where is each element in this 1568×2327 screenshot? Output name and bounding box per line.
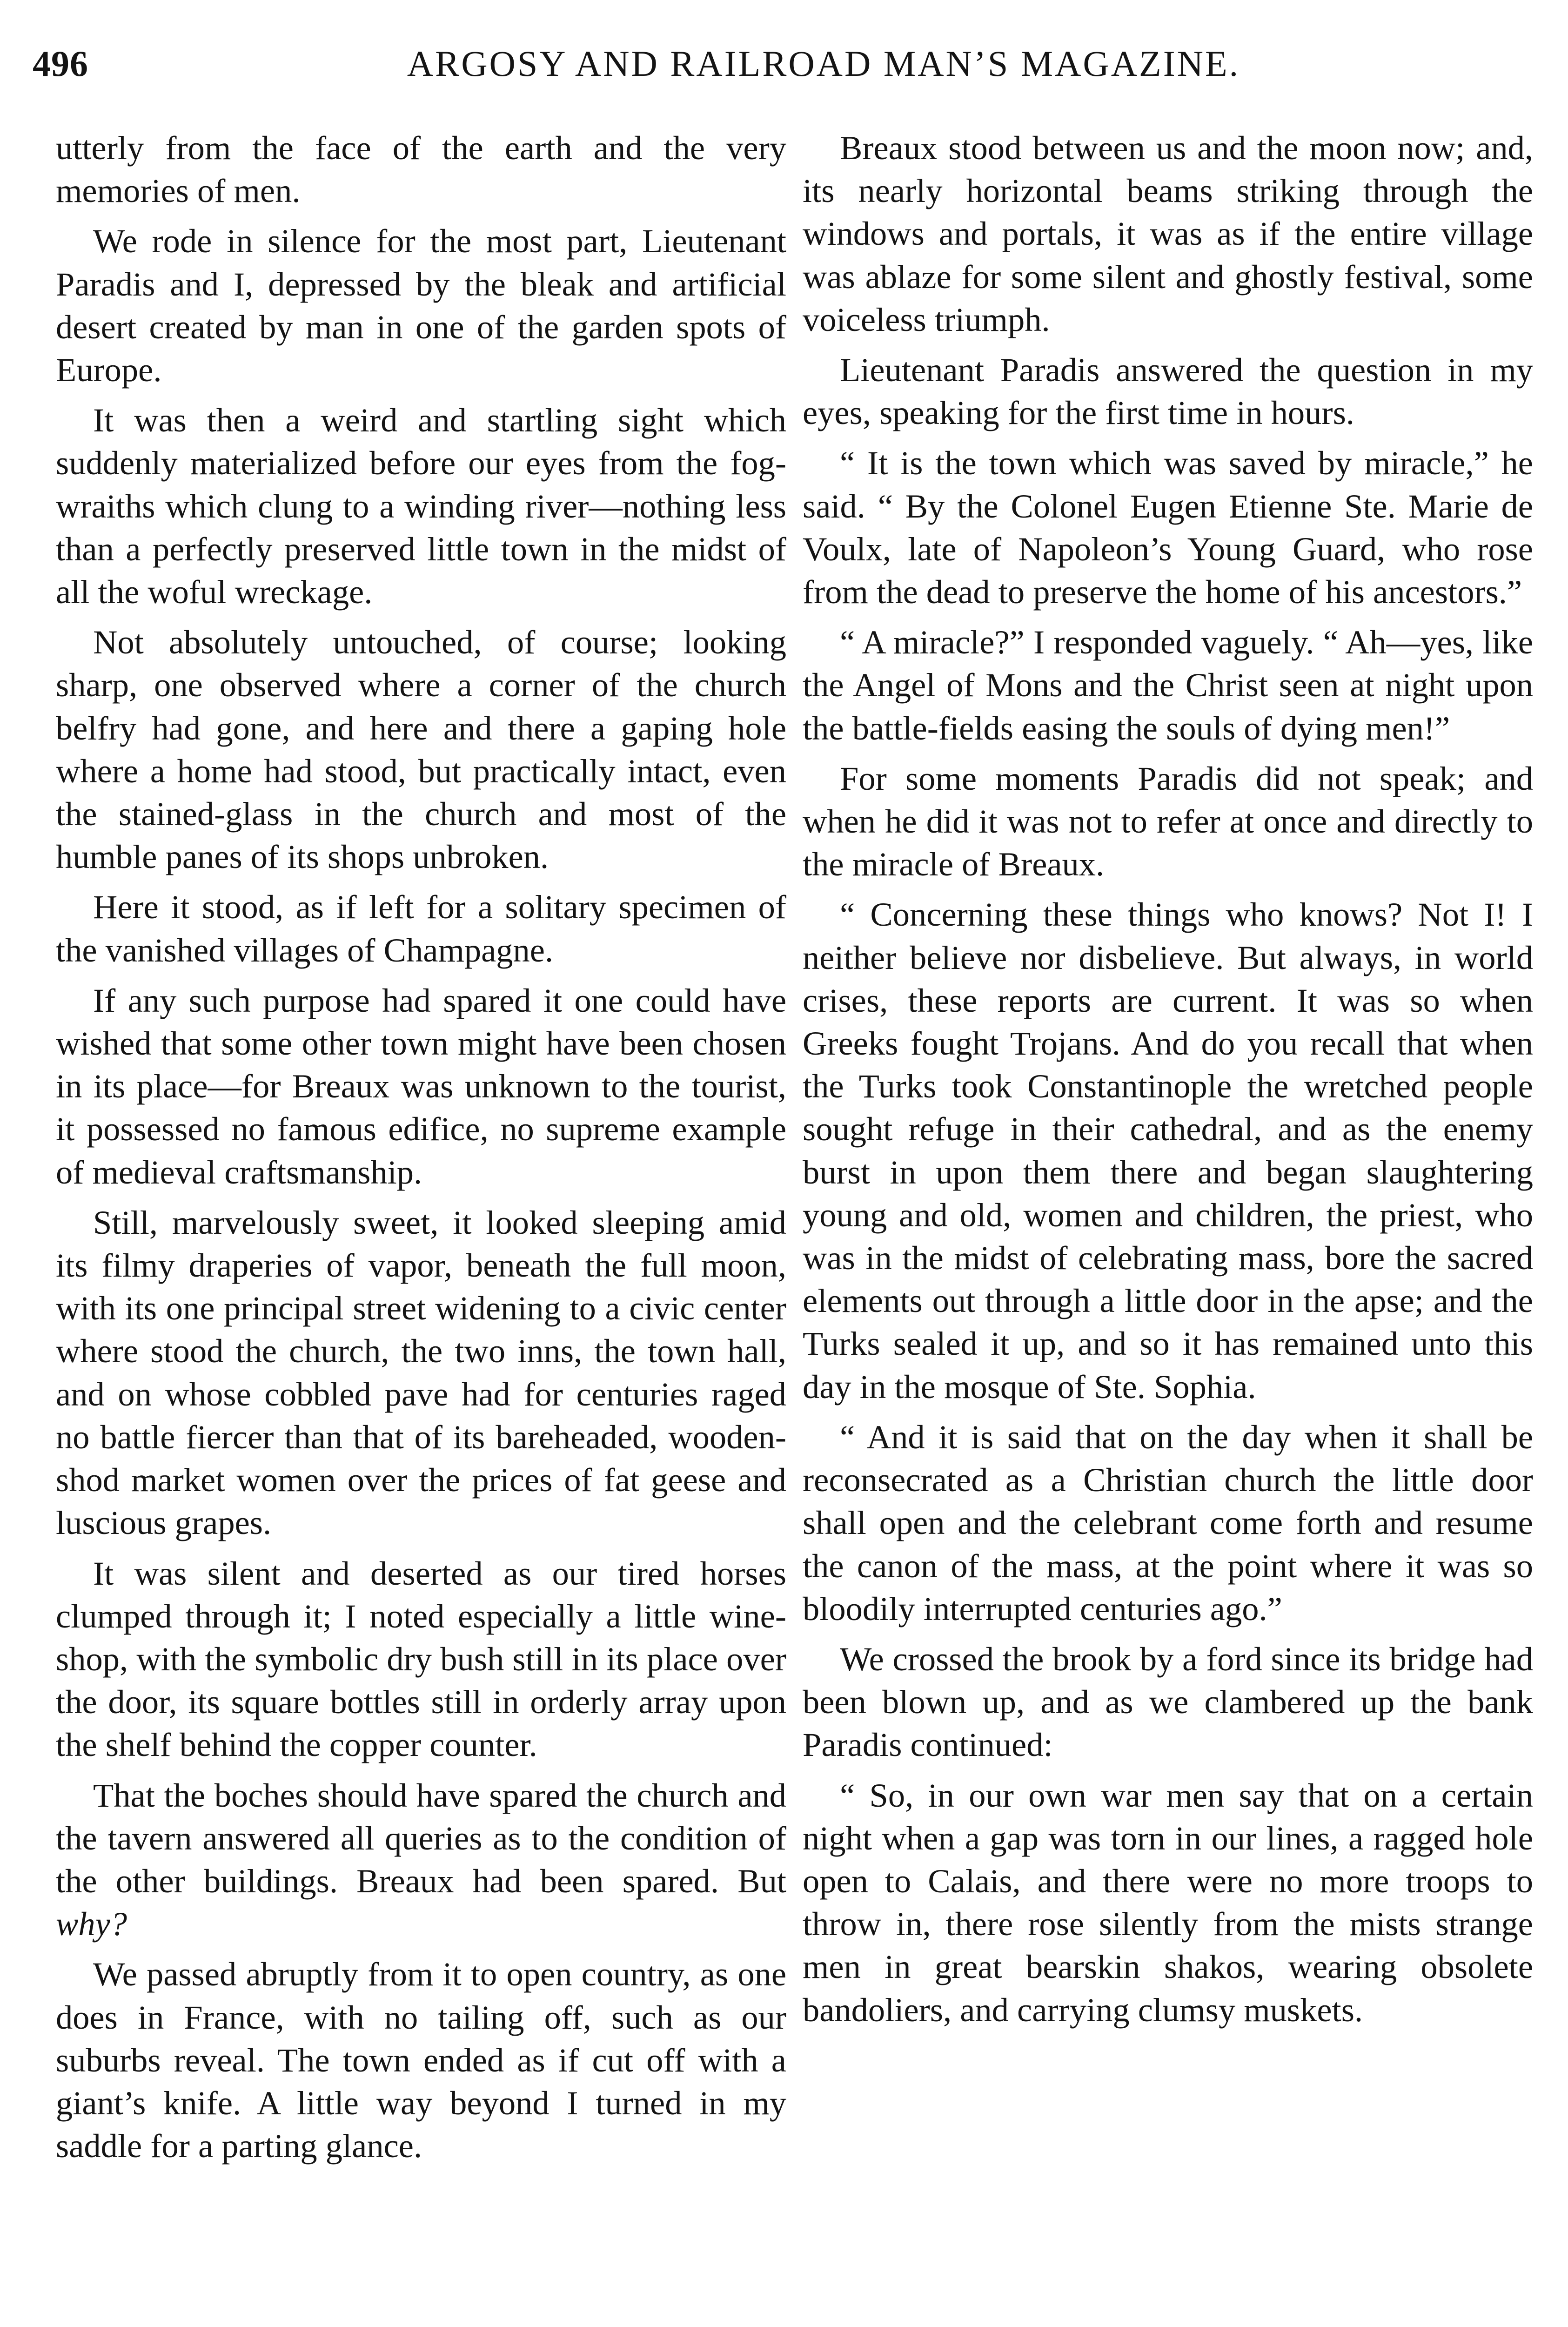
left-column: [56, 127, 786, 2167]
paragraph: Lieutenant Paradis answered the question in my eyes, speaking for the first time in hours.: [803, 351, 1533, 432]
paragraph: We rode in silence for the most part, Lieutenant Paradis and I, depressed by the bleak and artificial desert created by man in one of the garden spots of Europe.: [56, 222, 786, 389]
paragraph: “ So, in our own war men say that on a certain night when a gap was torn in our lines, a ragged hole open to Calais, and there were no more troops to throw in, there rose silently from the mists strange men in great bearskin shakos, wearing obsolete bandoliers, and carrying clumsy muskets.: [803, 1776, 1533, 2029]
paragraph: For some moments Paradis did not speak; and when he did it was not to refer at once and directly to the miracle of Breaux.: [803, 759, 1533, 883]
paragraph: It was then a weird and startling sight which suddenly materialized before our eyes from the fog-wraiths which clung to a winding river—nothing less than a perfectly preserved little town in the midst of all the woful wreckage.: [56, 401, 786, 611]
paragraph: If any such purpose had spared it one could have wished that some other town might have been chosen in its place—for Breaux was unknown to the tourist, it possessed no famous edifice, no supreme example of medieval craftsmanship.: [56, 981, 786, 1191]
paragraph: [56, 1774, 786, 1946]
right-column: [803, 127, 1533, 2031]
paragraph: “ It is the town which was saved by miracle,” he said. “ By the Colonel Eugen Etienne Ste. Marie de Voulx, late of Napoleon’s Young Guard, who rose from the dead to preserve the home of his ancestors.”: [803, 444, 1533, 611]
paragraph: “ And it is said that on the day when it shall be reconsecrated as a Christian church the little door shall open and the celebrant come forth and resume the canon of the mass, at the point where it was so bloodily interrupted centuries ago.”: [803, 1418, 1533, 1628]
paragraph: We crossed the brook by a ford since its bridge had been blown up, and as we clambered up the bank Paradis continued:: [803, 1640, 1533, 1764]
paragraph: “ A miracle?” I responded vaguely. “ Ah—yes, like the Angel of Mons and the Christ seen at night upon the battle-fields easing the souls of dying men!”: [803, 623, 1533, 747]
page-header: [33, 43, 1535, 99]
running-title: ARGOSY AND RAILROAD MAN’S MAGAZINE.: [407, 43, 1240, 84]
paragraph: Not absolutely untouched, of course; looking sharp, one observed where a corner of the church belfry had gone, and here and there a gaping hole where a home had stood, but practically intact, even the stained-glass in the church and most of the humble panes of its shops unbroken.: [56, 623, 786, 876]
paragraph: Still, marvelously sweet, it looked sleeping amid its filmy draperies of vapor, beneath the full moon, with its one principal street widening to a civic center where stood the church, the two inns, the town hall, and on whose cobbled pave had for centuries raged no battle fiercer than that of its bareheaded, wooden-shod market women over the prices of fat geese and luscious grapes.: [56, 1203, 786, 1542]
paragraph-text: That the boches should have spared the church and the tavern answered all queries as to the condition of the other buildings. Breaux had been spared. But: [56, 1776, 786, 1900]
paragraph: Breaux stood between us and the moon now; and, its nearly horizontal beams striking through the windows and portals, it was as if the entire village was ablaze for some silent and ghostly festival, some voiceless triumph.: [803, 129, 1533, 338]
paragraph: It was silent and deserted as our tired horses clumped through it; I noted especially a little wine-shop, with the symbolic dry bush still in its place over the door, its square bottles still in orderly array upon the shelf behind the copper counter.: [56, 1554, 786, 1764]
paragraph: utterly from the face of the earth and the very memories of men.: [56, 129, 786, 210]
page-number: 496: [33, 43, 88, 84]
paragraph: Here it stood, as if left for a solitary specimen of the vanished villages of Champagne.: [56, 888, 786, 969]
italic-word: why?: [56, 1905, 127, 1943]
paragraph: We passed abruptly from it to open country, as one does in France, with no tailing off, such as our suburbs reveal. The town ended as if cut off with a giant’s knife. A little way beyond I turned in my saddle for a parting glance.: [56, 1955, 786, 2165]
paragraph: “ Concerning these things who knows? Not I! I neither believe nor disbelieve. But always, in world crises, these reports are current. It was so when Greeks fought Trojans. And do you recall that when the Turks took Constantinople the wretched people sought refuge in their cathedral, and as the enemy burst in upon them there and began slaughtering young and old, women and children, the priest, who was in the midst of celebrating mass, bore the sacred elements out through a little door in the apse; and the Turks sealed it up, and so it has remained unto this day in the mosque of Ste. Sophia.: [803, 895, 1533, 1406]
